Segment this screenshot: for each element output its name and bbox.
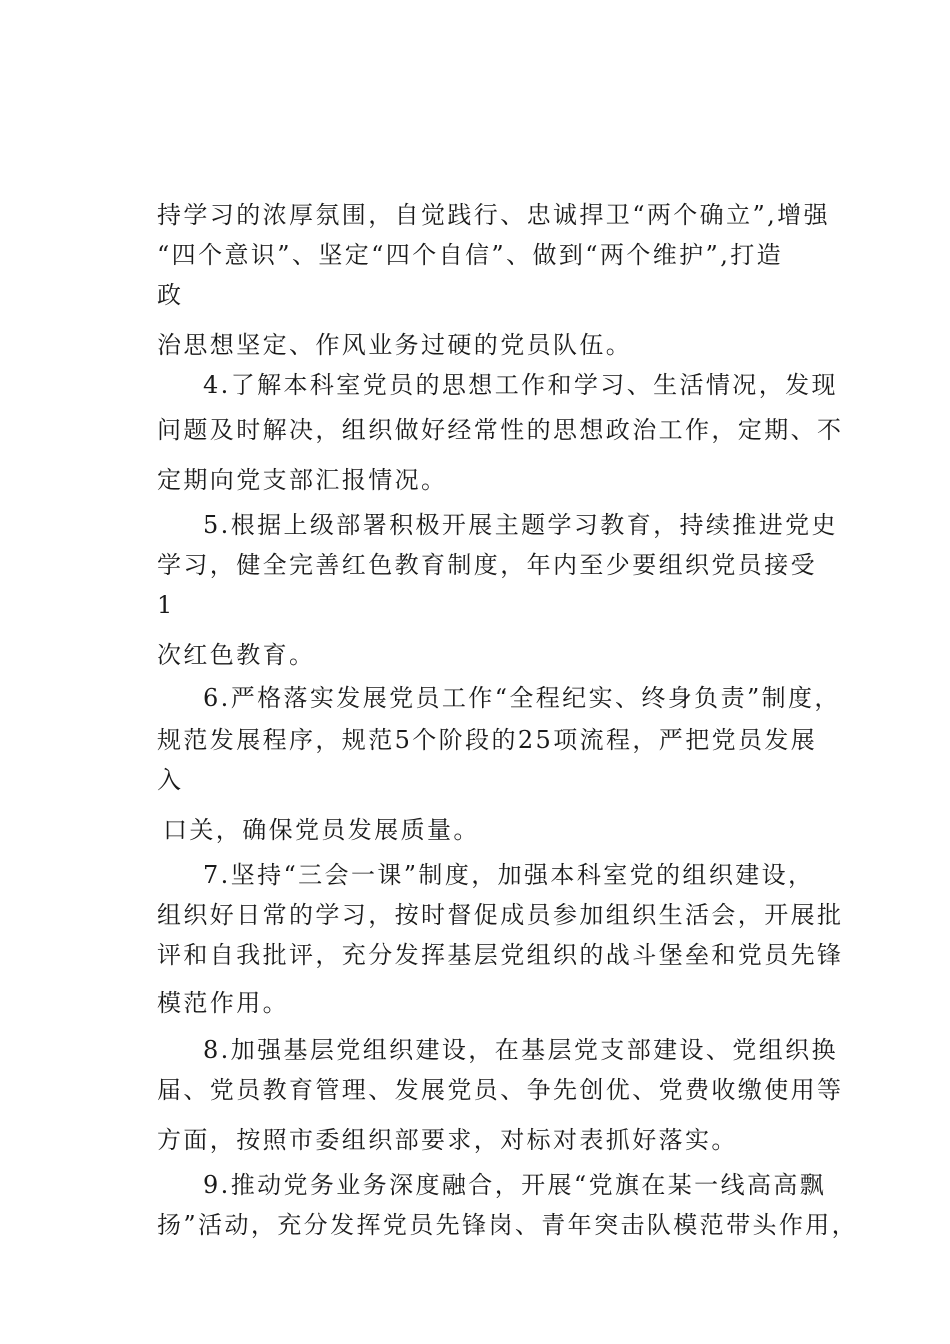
text-line: 模范作用。 — [157, 989, 289, 1017]
text-line: 方面，按照市委组织部要求，对标对表抓好落实。 — [157, 1126, 738, 1154]
paragraph-start: 4.了解本科室党员的思想工作和学习、生活情况，发现 — [203, 371, 838, 399]
paragraph-start: 9.推动党务业务深度融合，开展“党旗在某一线高高飘 — [203, 1171, 827, 1199]
text-line: 规范发展程序，规范5个阶段的25项流程，严把党员发展 — [157, 726, 818, 754]
text-line: 届、党员教育管理、发展党员、争先创优、党费收缴使用等 — [157, 1076, 844, 1104]
text-line: 组织好日常的学习，按时督促成员参加组织生活会，开展批 — [157, 901, 844, 929]
text-line: 扬”活动，充分发挥党员先锋岗、青年突击队模范带头作用， — [157, 1211, 859, 1239]
text-line: 次红色教育。 — [157, 641, 316, 669]
paragraph-start: 5.根据上级部署积极开展主题学习教育，持续推进党史 — [203, 511, 838, 539]
paragraph-start: 8.加强基层党组织建设，在基层党支部建设、党组织换 — [203, 1036, 838, 1064]
text-line: 政 — [157, 281, 184, 309]
text-line: 评和自我批评，充分发挥基层党组织的战斗堡垒和党员先锋 — [157, 941, 844, 969]
text-line: 问题及时解决，组织做好经常性的思想政治工作，定期、不 — [157, 416, 844, 444]
text-line: 治思想坚定、作风业务过硬的党员队伍。 — [157, 331, 633, 359]
text-line: 1 — [157, 591, 175, 619]
text-line: 持学习的浓厚氛围，自觉践行、忠诚捍卫“两个确立”,增强 — [157, 201, 830, 229]
text-line: 口关，确保党员发展质量。 — [163, 816, 480, 844]
text-line: 定期向党支部汇报情况。 — [157, 466, 448, 494]
text-line: “四个意识”、坚定“四个自信”、做到“两个维护”,打造 — [157, 241, 784, 269]
text-line: 入 — [157, 766, 184, 794]
paragraph-start: 6.严格落实发展党员工作“全程纪实、终身负责”制度， — [203, 684, 841, 712]
paragraph-start: 7.坚持“三会一课”制度，加强本科室党的组织建设， — [203, 861, 815, 889]
text-line: 学习，健全完善红色教育制度，年内至少要组织党员接受 — [157, 551, 817, 579]
